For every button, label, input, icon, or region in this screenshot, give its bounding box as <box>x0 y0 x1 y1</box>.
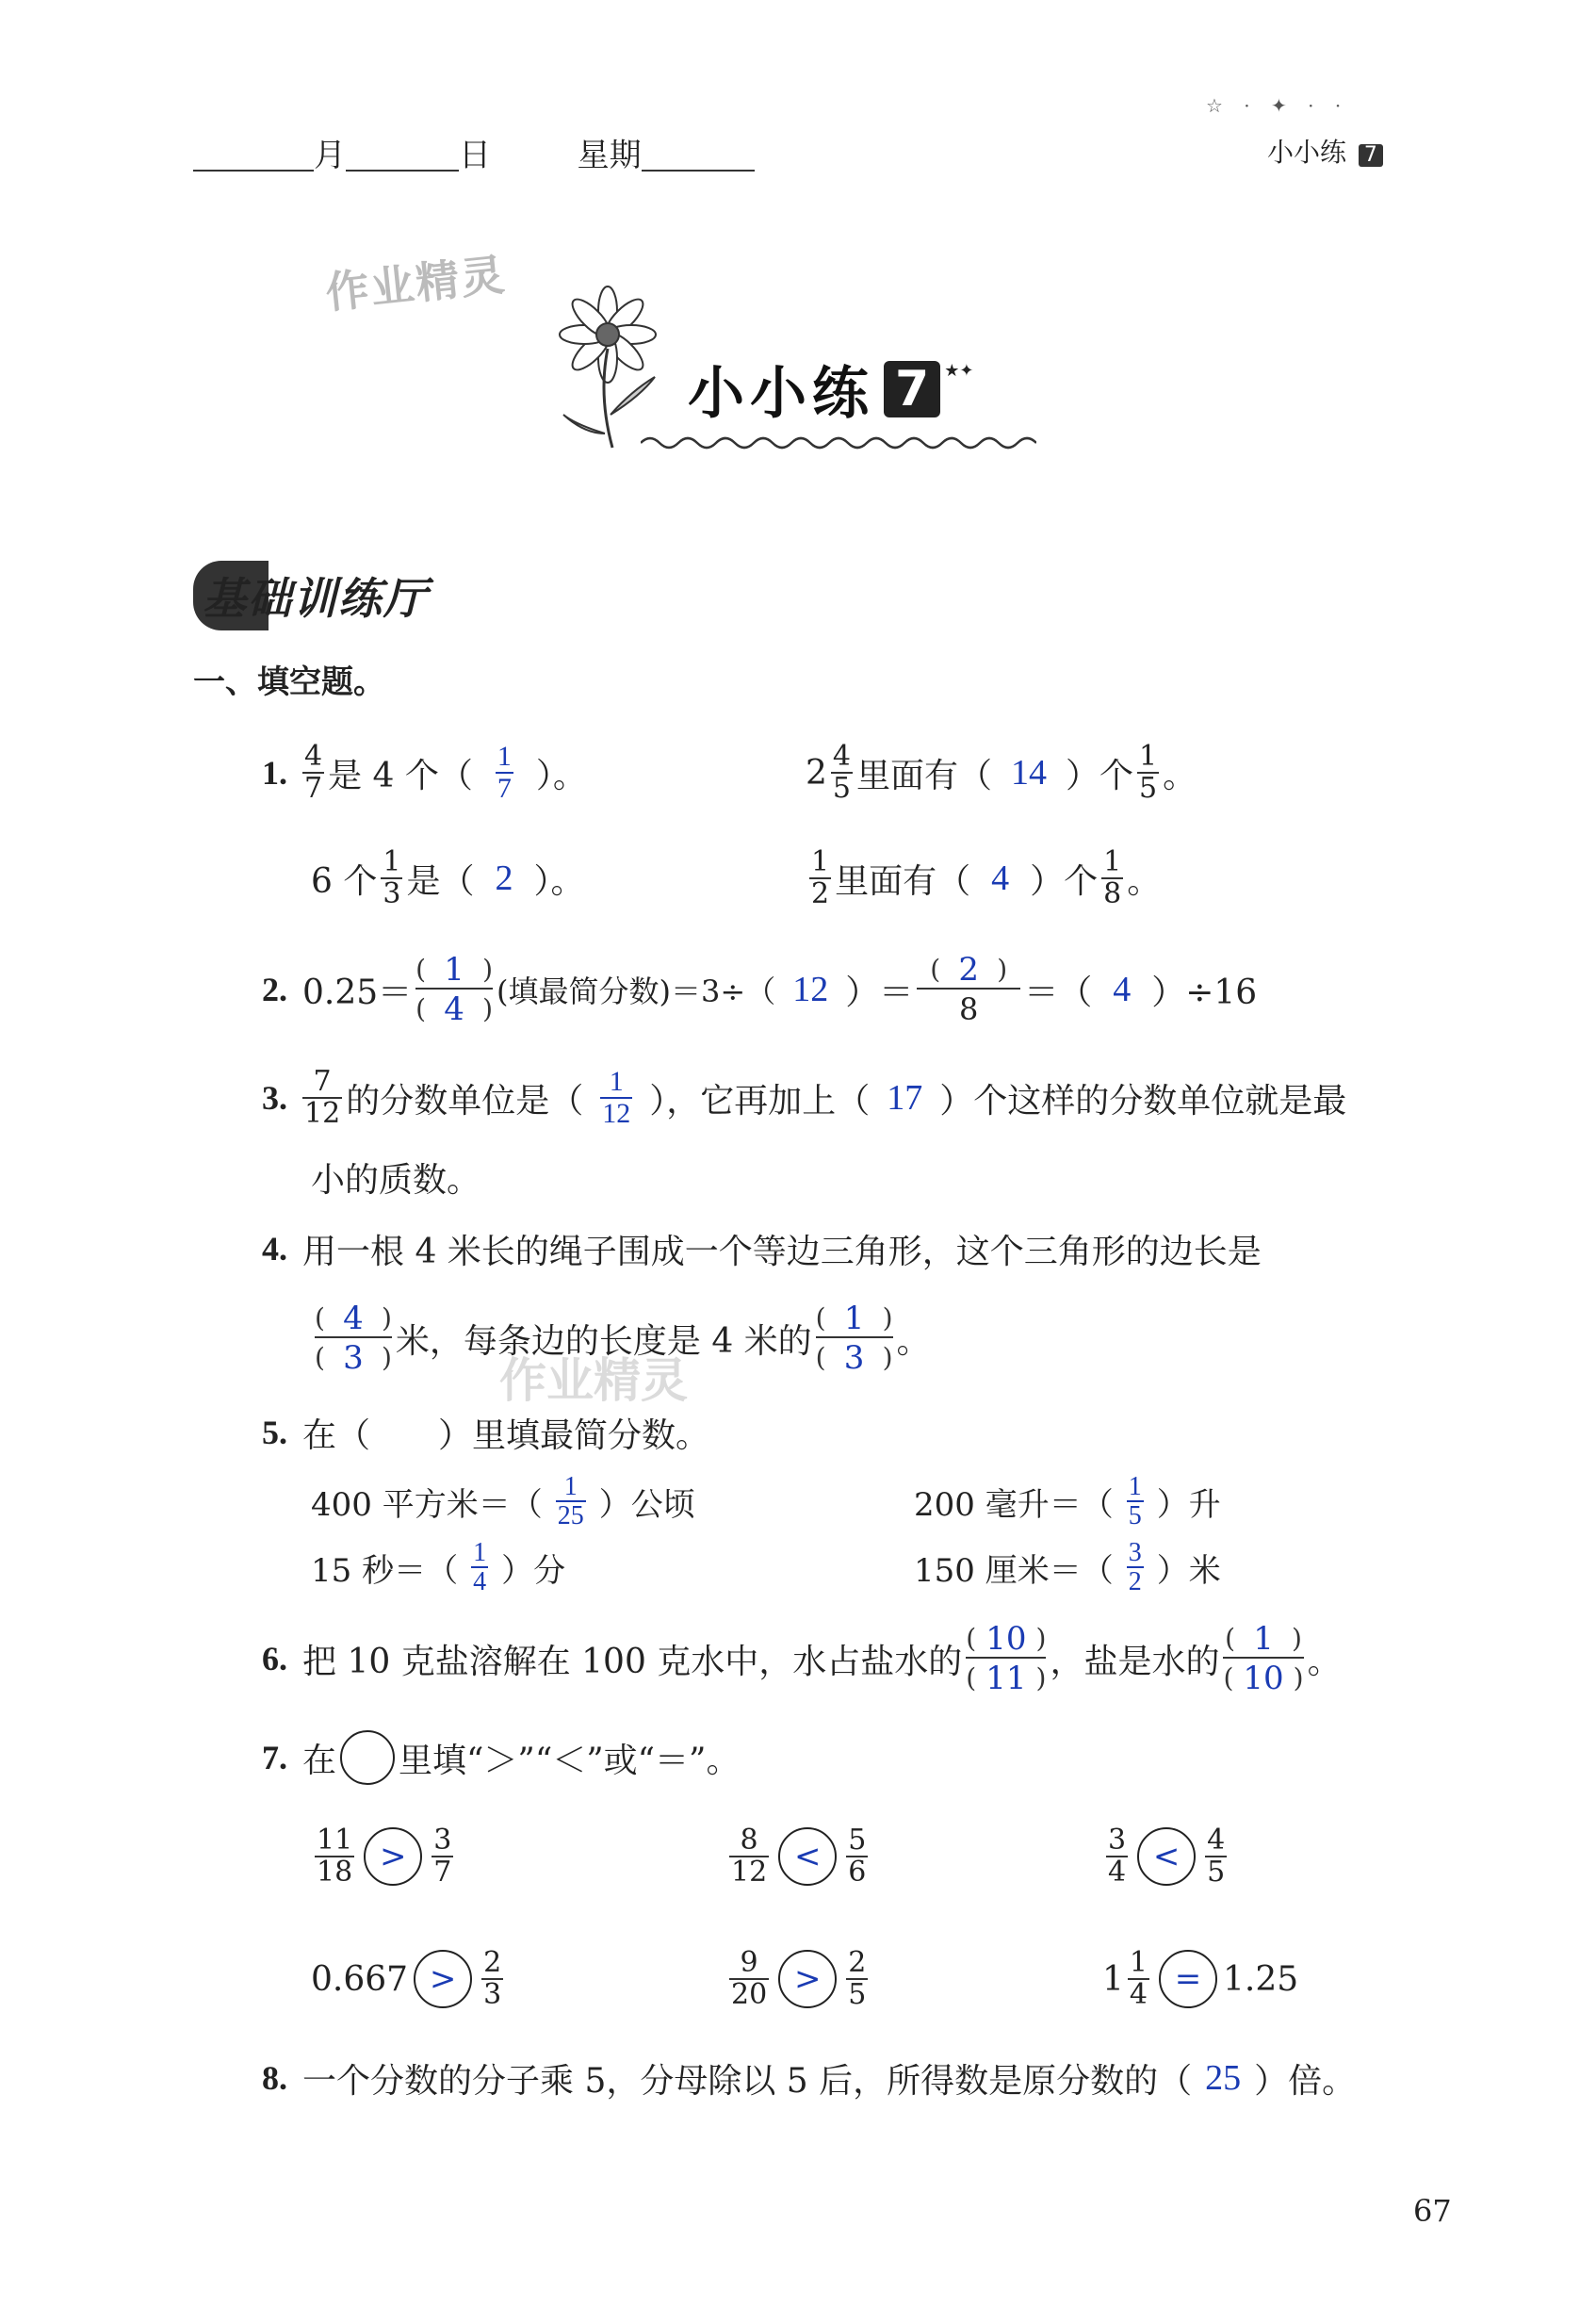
q1-number: 1. <box>262 754 287 792</box>
q7-4-right: $\frac{2}{3}$ <box>483 1946 502 2011</box>
q7-item-3 <box>1102 1809 1230 1904</box>
q3-answer2[interactable]: 17 <box>887 1078 923 1118</box>
q5-answer-4[interactable]: $\frac{3}{2}$ <box>1128 1538 1142 1596</box>
q1b-frac: $\frac{4}{5}$ <box>832 740 851 805</box>
q5-answer-3[interactable]: $\frac{1}{4}$ <box>473 1538 487 1596</box>
q6-row <box>262 1612 1342 1706</box>
q1a-text2: ）。 <box>535 756 587 795</box>
q4-text1: 米，每条边的长度是 4 米的 <box>395 1321 812 1361</box>
q1c-text2: 是（ <box>406 861 475 901</box>
page-number: 67 <box>1413 2193 1452 2229</box>
q1b-end: 。 <box>1163 756 1197 795</box>
q5-item-2: 200 毫升＝（ $\frac{1}{5}$ ）升 <box>914 1472 1221 1530</box>
q7-post: 里填“＞”“＜”或“＝”。 <box>399 1741 741 1780</box>
q6-answer-frac[interactable]: ( 10 ) ( 11 ) <box>966 1620 1047 1697</box>
q1d-frac: $\frac{1}{2}$ <box>811 845 830 910</box>
q5-item-4: 150 厘米＝（ $\frac{3}{2}$ ）米 <box>914 1538 1221 1596</box>
q2-answer3-frac[interactable]: ( 2 ) 8 <box>917 952 1020 1027</box>
watermark-top: 作业精灵 <box>323 249 509 319</box>
q1b-text1: 里面有（ <box>856 756 993 795</box>
q7-6-left: $\frac{1}{4}$ <box>1129 1946 1148 2011</box>
q6-number: 6. <box>262 1640 287 1677</box>
q1-row-d <box>806 841 1161 916</box>
q7-6-sign[interactable]: = <box>1159 1950 1217 2008</box>
q2-number: 2. <box>262 971 287 1008</box>
q4-row1 <box>262 1225 1262 1272</box>
q7-3-right: $\frac{4}{5}$ <box>1207 1824 1226 1889</box>
wavy-underline <box>641 434 1036 452</box>
q2-tail: ）÷16 <box>1151 973 1258 1012</box>
q3-row <box>262 1055 1346 1140</box>
day-blank[interactable] <box>346 141 459 172</box>
q5-row <box>262 1409 709 1456</box>
q5-answer-2[interactable]: $\frac{1}{5}$ <box>1128 1472 1142 1530</box>
q7-5-left: $\frac{9}{20}$ <box>731 1946 768 2011</box>
q1d-unit: $\frac{1}{8}$ <box>1103 845 1122 910</box>
q1c-text1: 6 个 <box>311 861 378 901</box>
q2-mid3: ＝（ <box>1024 973 1093 1012</box>
q7-5-right: $\frac{2}{5}$ <box>848 1946 867 2011</box>
q6-answer2-frac[interactable]: ( 1 ) ( 10 ) <box>1223 1620 1304 1697</box>
q5-number: 5. <box>262 1414 287 1451</box>
q2-mid: (填最简分数)＝3÷（ <box>497 974 776 1009</box>
q7-1-left: $\frac{11}{18}$ <box>317 1824 353 1889</box>
banner-stars-icon: ★✦ <box>944 360 974 381</box>
watermark-mid: 作业精灵 <box>499 1353 688 1408</box>
q3-frac: $\frac{7}{12}$ <box>304 1065 341 1130</box>
q1d-end: 。 <box>1127 861 1162 901</box>
q3-answer-frac[interactable]: $\frac{1}{12}$ <box>602 1066 631 1129</box>
q1-row-b <box>806 735 1197 810</box>
q8-answer[interactable]: 25 <box>1205 2058 1242 2098</box>
q1c-text3: ）。 <box>533 861 585 901</box>
q1a-answer[interactable]: $\frac{1}{7}$ <box>497 741 512 804</box>
q7-6-right: 1.25 <box>1223 1959 1299 1999</box>
q1d-answer[interactable]: 4 <box>991 859 1010 898</box>
q1b-whole: 2 <box>806 753 827 793</box>
section-heading: 一、填空题。 <box>193 663 385 701</box>
q1b-text2: ）个 <box>1066 756 1134 795</box>
q1d-text1: 里面有（ <box>835 861 971 901</box>
q7-3-left: $\frac{3}{4}$ <box>1108 1824 1127 1889</box>
q2-answer4[interactable]: 4 <box>1113 970 1132 1009</box>
q2-answer-frac[interactable]: ( 1 ) ( 4 ) <box>415 951 494 1028</box>
corner-num: 7 <box>1359 144 1383 167</box>
q1d-text2: ）个 <box>1030 861 1099 901</box>
q1c-answer[interactable]: 2 <box>495 859 513 898</box>
section-badge: 基础训练厅 <box>193 561 438 630</box>
q2-row <box>262 942 1257 1037</box>
q7-3-sign[interactable]: < <box>1137 1827 1196 1886</box>
day-label: 日 <box>459 137 491 174</box>
q7-item-2 <box>725 1809 871 1904</box>
q4-answer-frac[interactable]: ( 4 ) ( 3 ) <box>315 1300 392 1377</box>
q1-row-c <box>311 841 584 916</box>
q4-end: 。 <box>896 1321 931 1361</box>
q7-1-sign[interactable]: > <box>364 1827 422 1886</box>
q7-4-sign[interactable]: > <box>414 1950 472 2008</box>
q1a-text1: 是 4 个（ <box>328 756 473 795</box>
q7-item-5 <box>725 1932 871 2026</box>
q4-number: 4. <box>262 1230 287 1268</box>
q1-row-a <box>262 735 587 810</box>
q8-end: ）倍。 <box>1254 2061 1357 2101</box>
q7-2-sign[interactable]: < <box>778 1827 837 1886</box>
q7-item-6 <box>1102 1932 1298 2026</box>
q7-item-1 <box>311 1809 457 1904</box>
q4-line1: 用一根 4 米长的绳子围成一个等边三角形，这个三角形的边长是 <box>302 1232 1262 1271</box>
corner-stars-icon: ☆ · ✦ · · <box>1206 94 1349 117</box>
q6-text1: 把 10 克盐溶解在 100 克水中，水占盐水的 <box>302 1642 963 1681</box>
banner-num: 7 <box>884 361 940 417</box>
date-line <box>193 139 755 172</box>
weekday-blank[interactable] <box>642 141 755 172</box>
q2-mid2: ）＝ <box>845 973 914 1012</box>
q1c-frac: $\frac{1}{3}$ <box>383 845 401 910</box>
q2-lead: 0.25＝ <box>302 973 413 1012</box>
banner-title <box>688 349 973 430</box>
q3-number: 3. <box>262 1079 287 1117</box>
corner-label: 小小练 7 <box>1267 139 1383 167</box>
q5-answer-1[interactable]: $\frac{1}{25}$ <box>557 1472 584 1530</box>
month-label: 月 <box>314 137 346 174</box>
q1b-unit: $\frac{1}{5}$ <box>1139 740 1158 805</box>
q7-number: 7. <box>262 1739 287 1776</box>
q7-circle-example <box>340 1730 395 1785</box>
q3-line2: 小的质数。 <box>311 1161 481 1200</box>
q4-answer2-frac[interactable]: ( 1 ) ( 3 ) <box>815 1300 893 1377</box>
banner-title-text: 小小练 <box>688 361 874 427</box>
q7-4-left: 0.667 <box>311 1959 409 1999</box>
q5-item-1: 400 平方米＝（ $\frac{1}{25}$ ）公顷 <box>311 1472 695 1530</box>
q7-2-left: $\frac{8}{12}$ <box>731 1824 768 1889</box>
q3-text1: 的分数单位是（ <box>346 1081 584 1121</box>
q7-5-sign[interactable]: > <box>778 1950 837 2008</box>
q3-text2: ），它再加上（ <box>649 1081 871 1121</box>
q7-pre: 在 <box>302 1741 337 1780</box>
q5-title: 在（ ）里填最简分数。 <box>302 1415 710 1455</box>
q6-end: 。 <box>1307 1642 1342 1681</box>
q2-answer2[interactable]: 12 <box>792 970 829 1009</box>
month-blank[interactable] <box>193 141 314 172</box>
q7-1-right: $\frac{3}{7}$ <box>433 1824 452 1889</box>
q7-6-whole: 1 <box>1102 1959 1124 1999</box>
q7-item-4 <box>311 1932 507 2026</box>
weekday-label: 星期 <box>577 137 642 174</box>
q8-row <box>262 2045 1356 2111</box>
q7-row <box>262 1725 740 1791</box>
q8-text: 一个分数的分子乘 5，分母除以 5 后，所得数是原分数的（ <box>302 2061 1193 2101</box>
q5-item-3: 15 秒＝（ $\frac{1}{4}$ ）分 <box>311 1538 566 1596</box>
q6-text2: ，盐是水的 <box>1050 1642 1220 1681</box>
q7-2-right: $\frac{5}{6}$ <box>848 1824 867 1889</box>
q8-number: 8. <box>262 2059 287 2097</box>
q1a-frac: $\frac{4}{7}$ <box>304 740 323 805</box>
q3-text3: ）个这样的分数单位就是最 <box>939 1081 1347 1121</box>
q1b-answer[interactable]: 14 <box>1011 753 1048 793</box>
flower-icon <box>546 283 669 452</box>
